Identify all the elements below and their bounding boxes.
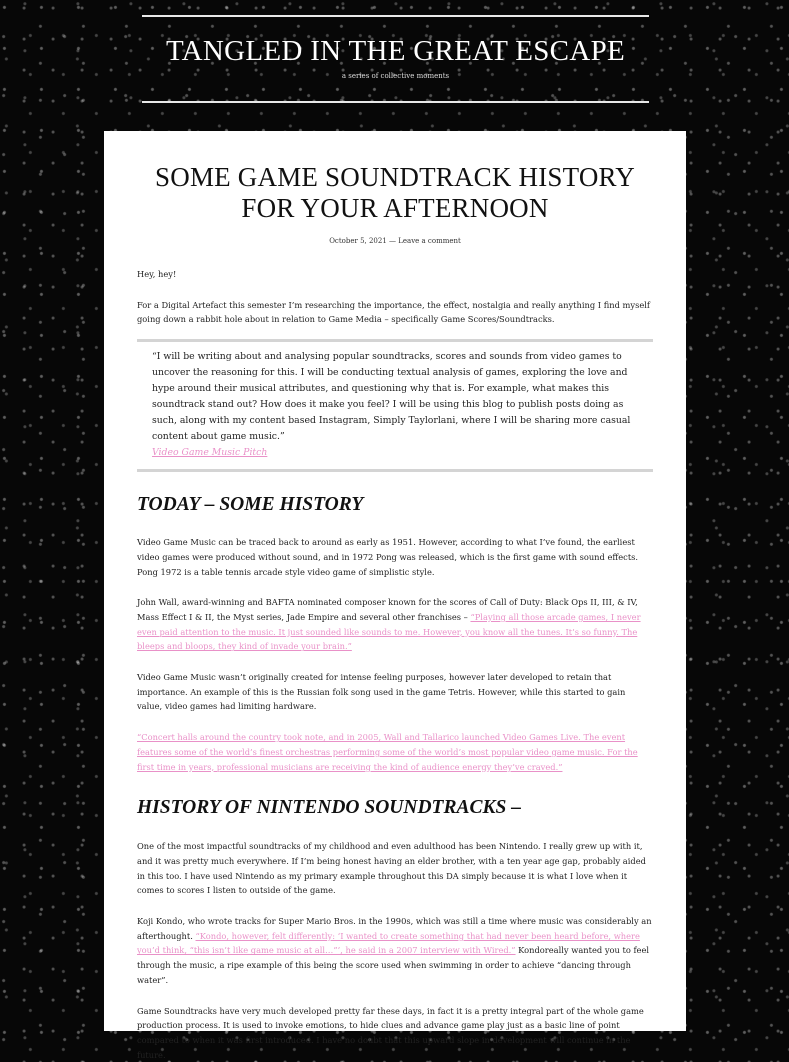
john-wall-text: John Wall, award-winning and BAFTA nominated composer known for the scores of Call of Duty: Black Ops II, III, & IV, Mass Effect I & II, the Myst series, Jade Empire and several other franchises –	[137, 597, 638, 622]
site-header	[142, 15, 649, 103]
quote-text: “I will be writing about and analysing popular soundtracks, scores and sounds from video games to uncover the reasoning for this. I will be conducting textual analysis of games, exploring the love and hype around their musical attributes, and questioning why that is. For example, what makes this soundtrack stand out? How does it make you feel? I will be using this blog to publish posts doing as such, along with my content based Instagram, Simply Taylorlani, where I will be sharing more casual content about game music.”	[152, 351, 631, 443]
intro-paragraph: For a Digital Artefact this semester I’m researching the importance, the effect, nostalgia and really anything I find myself going down a rabbit hole about in relation to Game Media – specifically Game Scores/Soundtracks.	[137, 299, 650, 325]
kondo-text-b: Kondoreally wanted you to feel through the music, a ripe example of this being the score used when swimming in order to achieve “dancing through water”.	[137, 945, 650, 985]
history-paragraph-2	[137, 595, 653, 654]
site-tagline: a series of collective moments	[341, 72, 450, 80]
nintendo-paragraph-1: One of the most impactful soundtracks of my childhood and even adulthood has been Nintendo. I really grew up with it, and it was pretty much everywhere. If I’m being honest having an elder brother, with a ten year age gap, probably aided in this too. I have used Nintendo as my primary example throughout this DA simply because it is what I love when it comes to scores I listen to outside of the game.	[137, 841, 646, 896]
meta-separator: —	[386, 237, 399, 245]
post-date[interactable]: October 5, 2021	[329, 237, 387, 245]
nintendo-paragraph-2	[137, 914, 653, 988]
nintendo-paragraph-3: Game Soundtracks have very much developed pretty far these days, in fact it is a pretty integral part of the whole game production process. It is used to invoke emotions, to hide clues and advance game play just as a basic line of point compared to when it was first introduced. I have no doubt that this upward slope in development will continue in the future.	[137, 1005, 644, 1060]
pitch-quote	[137, 339, 653, 472]
john-wall-quote-link[interactable]: “Playing all those arcade games, I never even paid attention to the music. It just sounded like sounds to me. However, you know all the tunes. It’s so funny. The bleeps and bloops, they kind of invade your brain.”	[137, 611, 641, 652]
post-title: SOME GAME SOUNDTRACK HISTORY FOR YOUR AFTERNOON	[155, 162, 635, 223]
history-paragraph-3: Video Game Music wasn’t originally created for intense feeling purposes, however later developed to retain that importance. An example of this is the Russian folk song used in the game Tetris. However, while this started to gain value, video games had limiting hardware.	[137, 672, 626, 712]
section-heading-nintendo: HISTORY OF NINTENDO SOUNDTRACKS –	[137, 797, 521, 819]
intro-greeting: Hey, hey!	[137, 269, 177, 279]
post-content	[104, 131, 686, 1060]
video-games-live-link[interactable]: “Concert halls around the country took note, and in 2005, Wall and Tallarico launched Video Games Live. The event features some of the world’s finest orchestras performing some of the world’s most popular video game music. For the first time in years, professional musicians are receiving the kind of audience energy they’ve craved.”	[137, 732, 638, 772]
kondo-quote-link[interactable]: “Kondo, however, felt differently: ‘I wanted to create something that had never been heard before, where you’d think, “this isn’t like game music at all…”’, he said in a 2007 interview with Wired.”	[137, 930, 640, 956]
quote-cite-link[interactable]: Video Game Music Pitch	[152, 447, 268, 459]
post-meta	[137, 237, 653, 245]
leave-comment-link[interactable]: Leave a comment	[398, 237, 461, 245]
section-heading-history: TODAY – SOME HISTORY	[137, 494, 364, 516]
site-title[interactable]: TANGLED IN THE GREAT ESCAPE	[165, 35, 626, 67]
history-paragraph-1: Video Game Music can be traced back to around as early as 1951. However, according to what I’ve found, the earliest video games were produced without sound, and in 1972 Pong was released, which is the first game with sound effects. Pong 1972 is a table tennis arcade style video game of simplistic style.	[137, 537, 639, 577]
kondo-text-a: Koji Kondo, who wrote tracks for Super Mario Bros. in the 1990s, which was still a time where music was considerably an afterthought.	[137, 916, 652, 941]
